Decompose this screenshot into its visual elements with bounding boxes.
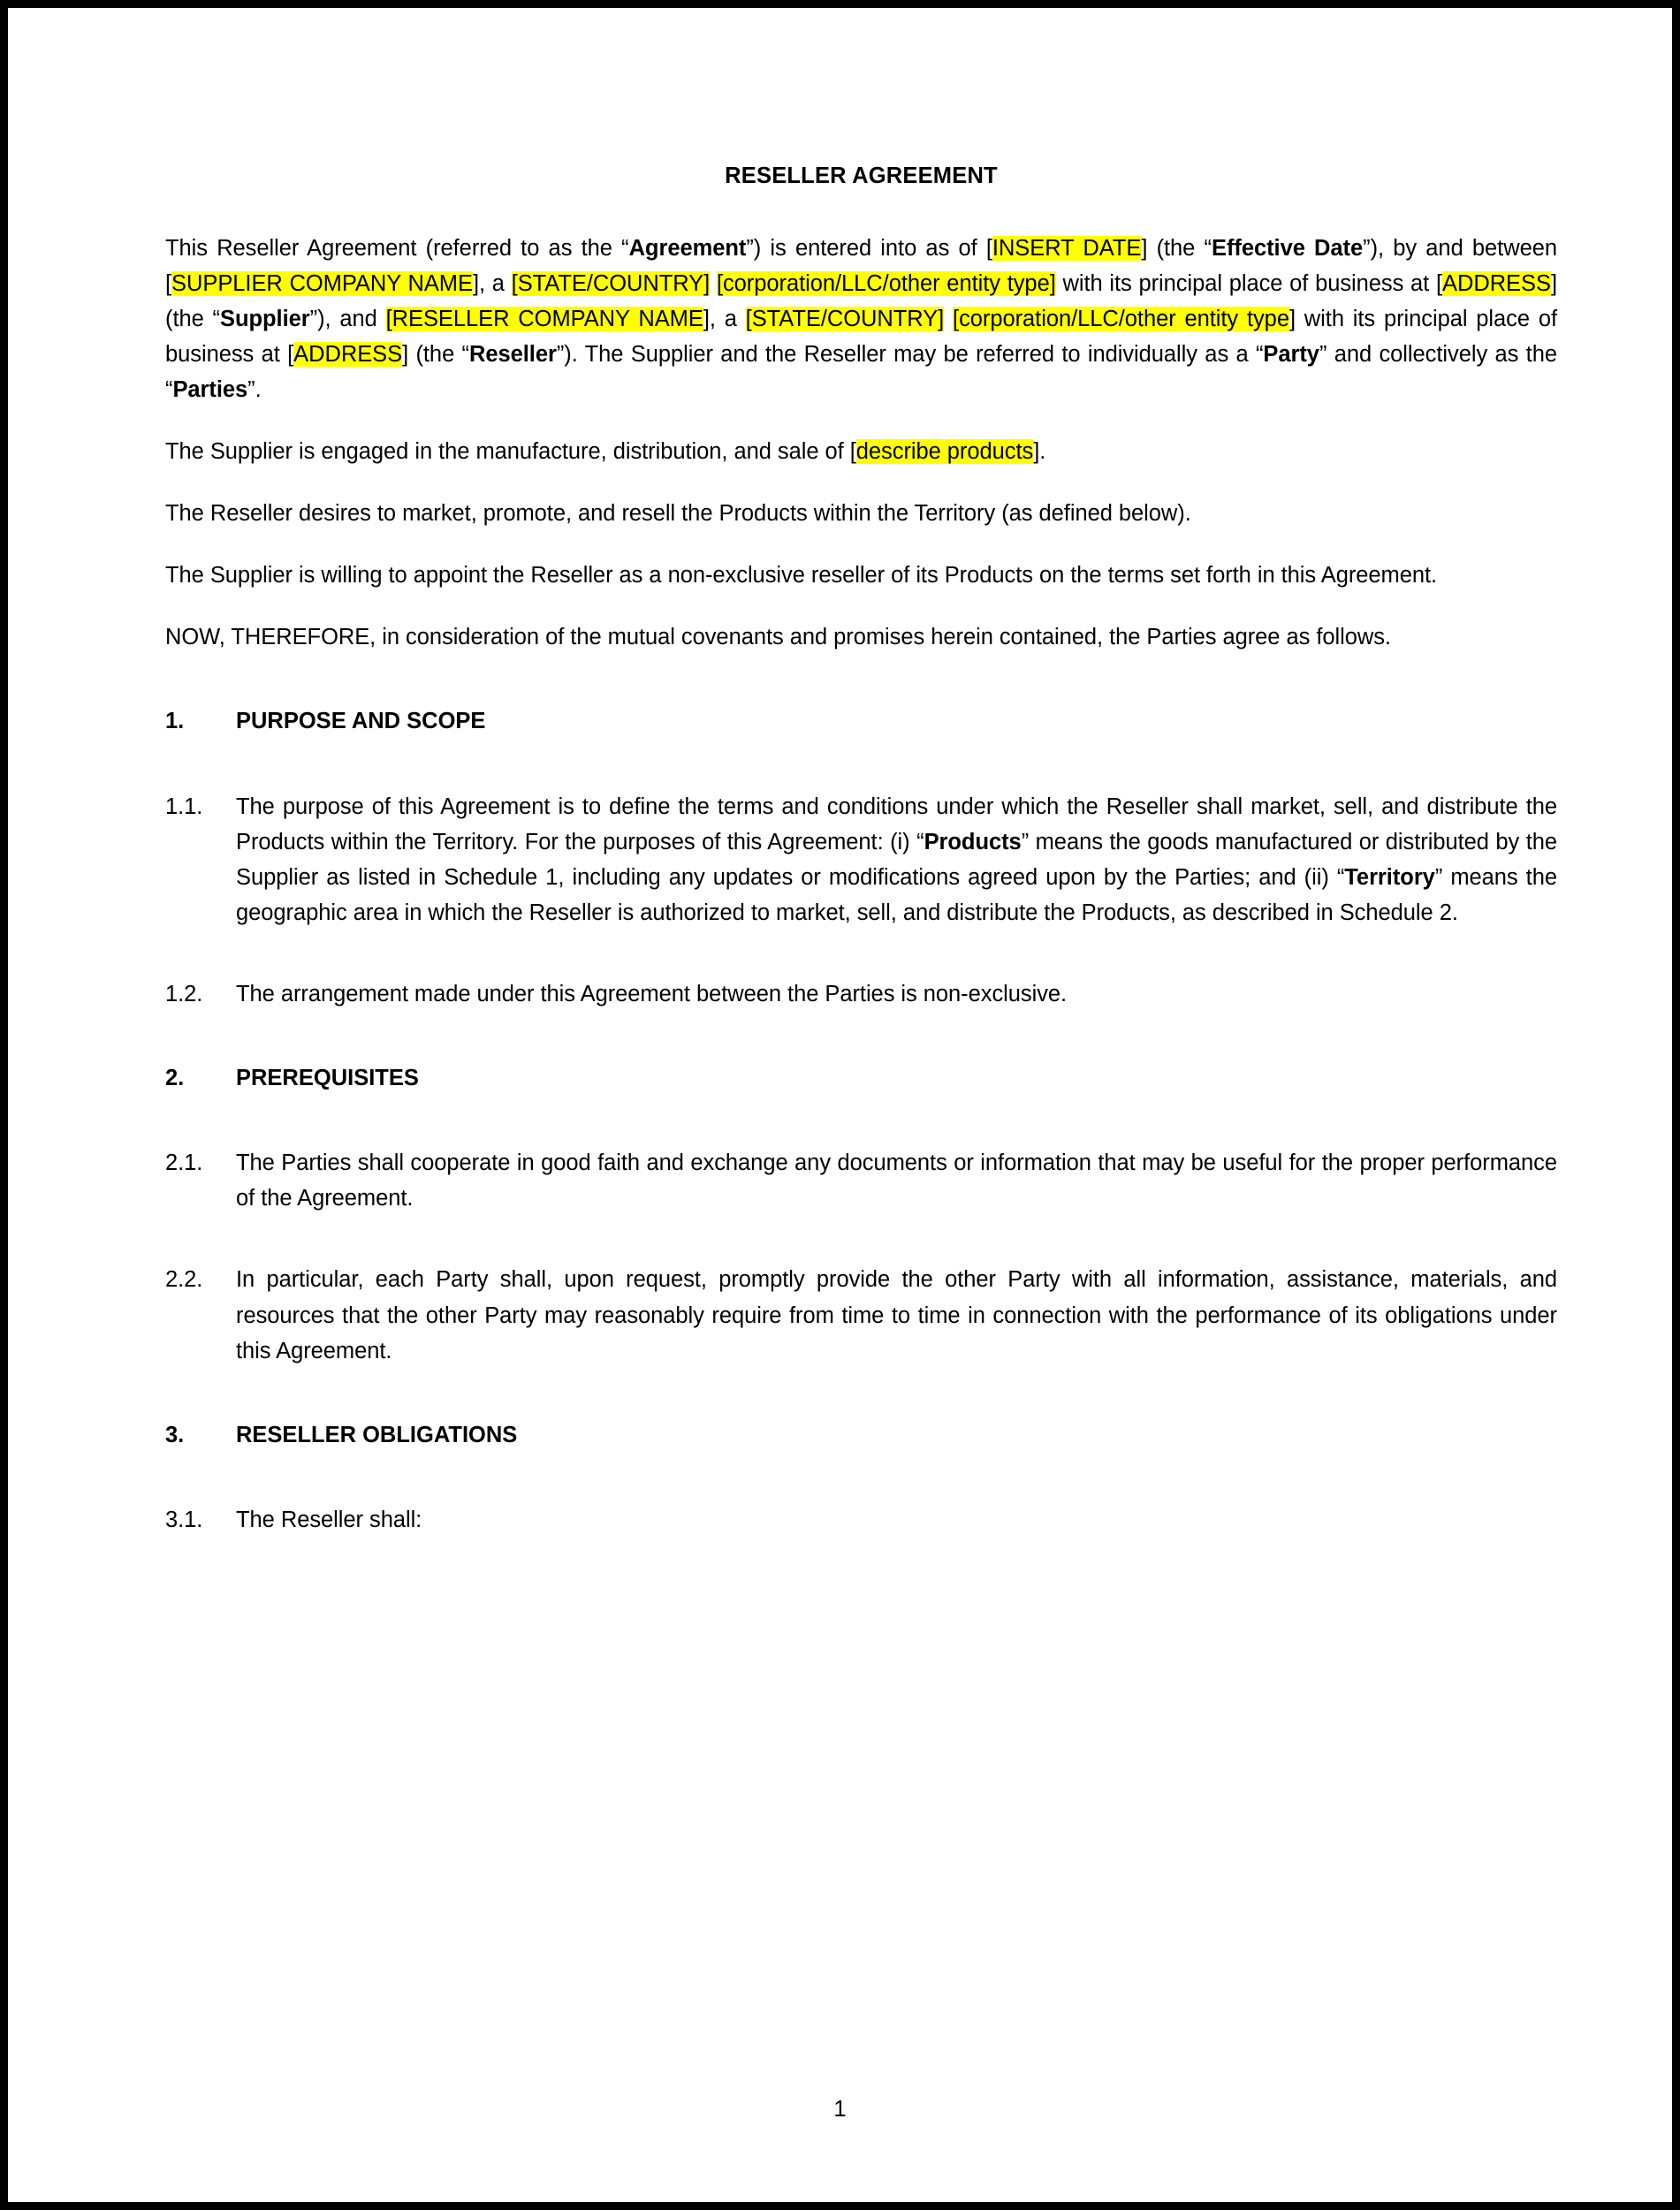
clause-2-1-body: The Parties shall cooperate in good faith and exchange any documents or information that may be useful for the proper performance of the Agreement. [236, 1151, 1557, 1211]
preamble-text-3: ] (the “ [1141, 235, 1212, 261]
clause-1-2-body: The arrangement made under this Agreement between the Parties is non-exclusive. [236, 981, 1068, 1006]
placeholder-supplier-address: ADDRESS [1442, 270, 1551, 296]
placeholder-reseller-state-country: [STATE/COUNTRY] [745, 306, 945, 331]
clause-2-2 [165, 1262, 1557, 1368]
section-2-title: PREREQUISITES [236, 1065, 419, 1090]
clause-3-1 [165, 1502, 1557, 1538]
defined-term-reseller: Reseller [468, 341, 557, 367]
products-text-1: The Supplier is engaged in the manufacture, distribution, and sale of [ [165, 438, 856, 464]
page-content-area [8, 8, 1672, 2202]
placeholder-reseller-entity-type: [corporation/LLC/other entity type [953, 306, 1289, 331]
defined-term-parties: Parties [172, 376, 248, 402]
preamble-text-2: ”) is entered into as of [ [746, 235, 992, 261]
preamble-space-2 [944, 307, 953, 331]
preamble-text-5: ], a [472, 270, 512, 296]
placeholder-supplier-entity-type: [corporation/LLC/other entity type] [716, 270, 1056, 296]
preamble-reseller-desires-paragraph: The Reseller desires to market, promote, and resell the Products within the Territory (as defined below). [165, 500, 1191, 526]
clause-3-1-body: The Reseller shall: [236, 1508, 422, 1533]
section-heading-1 [165, 706, 1557, 738]
clause-1-1-number: 1.1. [165, 794, 203, 819]
placeholder-insert-date: INSERT DATE [992, 235, 1142, 261]
section-heading-2 [165, 1063, 1557, 1095]
section-heading-3 [165, 1420, 1557, 1452]
preamble-text-1: This Reseller Agreement (referred to as the “ [165, 235, 629, 261]
clause-1-1-body [236, 789, 1557, 930]
placeholder-describe-products: describe products [855, 438, 1034, 464]
clause-1-1-text-2: ” means the goods manufactured or distributed by the Supplier as listed in Schedule 1, including any updates or modifications agreed upon by the Parties; and (ii) “ [236, 829, 1558, 890]
preamble-text-10: ] with its principal place of business at [ [165, 306, 1557, 367]
section-1-number: 1. [165, 708, 185, 733]
clause-1-1-text-1: The purpose of this Agreement is to define the terms and conditions under which the Reseller shall market, sell, and distribute the Products within the Territory. For the purposes of this Agreement: (i) “ [236, 794, 1557, 854]
preamble-text-12: ”). The Supplier and the Reseller may be referred to individually as a “ [556, 341, 1264, 367]
defined-term-territory: Territory [1344, 864, 1435, 890]
clause-2-1 [165, 1145, 1557, 1216]
clause-1-1 [165, 789, 1557, 930]
clause-1-2-number: 1.2. [165, 981, 203, 1006]
defined-term-agreement: Agreement [628, 235, 747, 261]
clause-1-2 [165, 976, 1557, 1012]
preamble-text-7: ] (the “ [165, 270, 1557, 331]
clause-2-2-body: In particular, each Party shall, upon request, promptly provide the other Party with all information, assistance, materials, and resources that the other Party may reasonably require from time to time in connection with the performance of its obligations under this Agreement. [236, 1267, 1557, 1363]
placeholder-reseller-address: ADDRESS [293, 341, 403, 367]
placeholder-reseller-company-name: [RESELLER COMPANY NAME [385, 306, 703, 331]
defined-term-effective-date: Effective Date [1211, 235, 1364, 261]
preamble-text-14: ”. [247, 376, 262, 402]
section-1-title: PURPOSE AND SCOPE [236, 708, 486, 733]
clause-1-1-text-3: ” means the geographic area in which the Reseller is authorized to market, sell, and distribute the Products, as described in Schedule 2. [236, 864, 1557, 925]
placeholder-supplier-state-country: [STATE/COUNTRY] [511, 270, 711, 296]
preamble-text-4: ”), by and between [ [165, 235, 1557, 296]
preamble-text-8: ”), and [309, 306, 386, 331]
preamble-text-6: with its principal place of business at [ [1055, 270, 1442, 296]
section-2-number: 2. [165, 1065, 185, 1090]
page-number: 1 [833, 2096, 847, 2122]
clause-2-1-number: 2.1. [165, 1151, 203, 1176]
preamble-parties-paragraph [165, 231, 1557, 407]
clause-3-1-number: 3.1. [165, 1508, 203, 1533]
preamble-now-therefore-paragraph: NOW, THEREFORE, in consideration of the mutual covenants and promises herein contained, the Parties agree as follows. [165, 624, 1391, 649]
placeholder-supplier-company-name: SUPPLIER COMPANY NAME [171, 270, 473, 296]
clause-2-2-number: 2.2. [165, 1267, 203, 1293]
products-text-2: ]. [1033, 438, 1046, 464]
defined-term-party: Party [1263, 341, 1319, 367]
preamble-supplier-willing-paragraph: The Supplier is willing to appoint the Reseller as a non-exclusive reseller of its Products on the terms set forth in this Agreement. [165, 562, 1438, 588]
preamble-text-11: ] (the “ [402, 341, 469, 367]
preamble-text-9: ], a [703, 306, 746, 331]
page-title: RESELLER AGREEMENT [725, 163, 998, 188]
preamble-text-13: ” and collectively as the “ [165, 341, 1557, 402]
defined-term-products: Products [924, 829, 1022, 854]
defined-term-supplier: Supplier [220, 306, 310, 331]
preamble-products-paragraph [165, 434, 1557, 469]
section-3-title: RESELLER OBLIGATIONS [236, 1422, 518, 1447]
section-3-number: 3. [165, 1422, 185, 1447]
preamble-space-1 [710, 271, 717, 296]
